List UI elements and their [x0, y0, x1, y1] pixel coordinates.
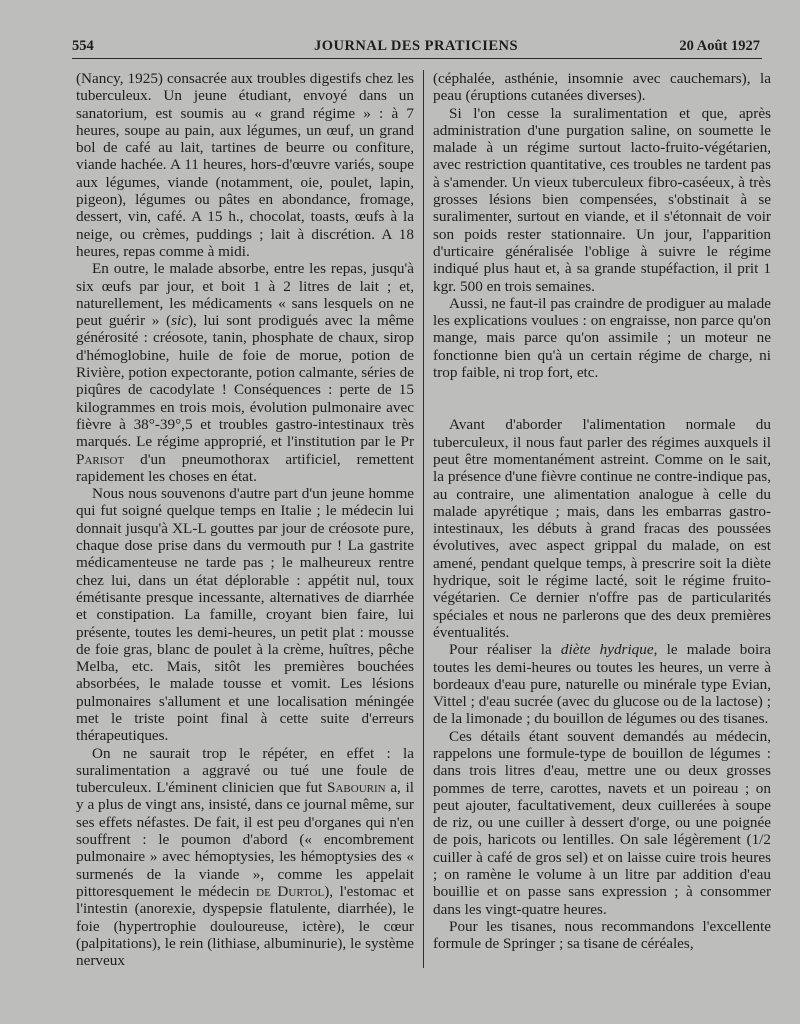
issue-date: 20 Août 1927 [679, 38, 760, 54]
right-paragraph-5 [433, 641, 771, 727]
left-paragraph-4 [76, 745, 414, 970]
left-paragraph-1: (Nancy, 1925) consacrée aux troubles digestifs chez les tuberculeux. Un jeune étudiant, envoyé dans un sanatorium, est soumis au « grand régime » : à 7 heures, soupe au pain, aux légumes, un œuf, un grand bol de café au lait, tartines de beurre ou confiture, viande hachée. A 11 heures, hors-d'œuvre variés, soupe aux légumes, viande (notamment, oie, poulet, lapin, pigeon), légumes ou pâtes en abondance, fromage, dessert, vin, café. A 15 h., chocolat, toasts, œufs à la neige, ou crèmes, puddings ; lait à discrétion. A 18 heures, repas comme à midi. [76, 70, 414, 260]
left-paragraph-2 [76, 260, 414, 485]
text-run: d'un pneumothorax artificiel, remettent rapidement les choses en état. [76, 450, 414, 485]
text-run: ), lui sont prodigués avec la même générosité : créosote, tanin, phosphate de chaux, sirop d'hémoglobine, huile de foie de morue, potion de Rivière, potion expectorante, potion calmante, séries de piqûres de cacodylate ! Conséquences : perte de 15 kilogrammes en trois mois, évolution pulmonaire avec fièvre à 38°-39°,5 et troubles gastro-intestinaux très marqués. Le régime approprié, et l'institution par le Pr [76, 312, 414, 451]
text-run: , le malade boira toutes les demi-heures ou toutes les heures, un verre à bordeaux d'eau pure, naturelle ou minérale type Evian, Vittel ; d'eau sucrée (avec du glucose ou de la lactose) ; de la limonade ; du bouillon de légumes ou des tisanes. [433, 641, 772, 728]
right-paragraph-1: (céphalée, asthénie, insomnie avec cauchemars), la peau (éruptions cutanées diverses). [433, 70, 771, 105]
page-number: 554 [72, 38, 94, 54]
journal-title: JOURNAL DES PRATICIENS [313, 38, 519, 54]
column-divider [423, 70, 424, 968]
text-run: On ne saurait trop le répéter, en effet : la suralimentation a aggravé ou tué une foule de tuberculeux. L'éminent clinicien que fut [76, 744, 414, 797]
header-rule [72, 58, 762, 59]
text-run: a, il y a plus de vingt ans, insisté, dans ce journal même, sur ses effets néfastes. De fait, il est peu d'organes qui n'en souffrent : le poumon d'abord (« encombrement pulmonaire » avec hémoptysies, les hémoptysies des « surmenés de la viande », comme les appelait pittoresquement le médecin [76, 779, 414, 900]
right-column [433, 70, 771, 953]
right-paragraph-6: Ces détails étant souvent demandés au médecin, rappelons une formule-type de bouillon de légumes : dans trois litres d'eau, mettre une ou deux grosses pommes de terre, carottes, navets et un poireau ; on peut ajouter, facultativement, deux cuillerées à soupe de riz, ou une cuiller à dessert d'orge, ou une poignée de pois, haricots ou lentilles. On sale légèrement (1/2 cuiller à café de gros sel) et on laisse cuire trois heures ; on ramène le volume à un litre par addition d'eau bouillie et on passe sans expression ; à consommer dans les vingt-quatre heures. [433, 727, 771, 918]
author-name: Sabourin [327, 779, 386, 797]
text-run: En outre, le malade absorbe, entre les repas, jusqu'à six œufs par jour, et boit 1 à 2 litres de lait ; et, naturellement, les médicaments « sans lesquels on ne peut guérir » ( [76, 260, 414, 330]
author-name: de Durtol [256, 882, 325, 900]
emphasis: diète hydrique [560, 641, 654, 659]
right-paragraph-3: Aussi, ne faut-il pas craindre de prodiguer au malade les explications voulues : on engraisse, non parce qu'on mange, mais parce qu'on assimile ; un moteur ne fonctionne bien qu'à un certain régime de charge, ni trop faible, ni trop fort, etc. [433, 294, 771, 382]
text-run: Pour réaliser la [449, 641, 561, 659]
sic-note: sic [171, 312, 188, 330]
text-run: ), l'estomac et l'intestin (anorexie, dyspepsie flatulente, diarrhée), le foie (hypertrophie douloureuse, ictère), le cœur (palpitations), le rein (lithiase, albuminurie), le système nerveux [76, 882, 414, 970]
left-column [76, 70, 414, 969]
left-paragraph-3: Nous nous souvenons d'autre part d'un jeune homme qui fut soigné quelque temps en Italie ; le médecin lui donnait jusqu'à XL-L gouttes par jour de créosote pure, chaque dose prise dans du vermouth pur ! La gastrite médicamenteuse ne tarde pas ; le malheureux rentre chez lui, dans un état déplorable : appétit nul, toux émétisante presque incessante, alternatives de diarrhée et constipation. La famille, croyant bien faire, lui présente, toutes les demi-heures, un petit plat : mousse de foie gras, blanc de poulet à la crème, huîtres, pêche Melba, etc. Mais, sitôt les premières bouchées absorbées, le malade tousse et vomit. Les lésions pulmonaires s'allument et une localisation méningée met le triste point final à cette suite d'erreurs thérapeutiques. [76, 485, 414, 745]
right-paragraph-4: Avant d'aborder l'alimentation normale du tuberculeux, il nous faut parler des régimes auxquels il peut être momentanément astreint. Comme on le sait, la présence d'une fièvre continue ne contre-indique pas, au contraire, une alimentation analogue à celle du malade apyrétique ; mais, dans les embarras gastro-intestinaux, les débuts à grand fracas des poussées évolutives, avec aspect grippal du malade, on est amené, pendant quelque temps, à prescrire soit la diète hydrique, soit le régime lacté, soit le régime fruito-végétarien. Ce dernier n'offre pas de particularités spéciales et nous ne parlerons que des deux premières éventualités. [433, 416, 771, 641]
right-paragraph-2: Si l'on cesse la suralimentation et que, après administration d'une purgation saline, on soumette le malade à un régime surtout lacto-fruito-végétarien, avec restriction quantitative, ces troubles ne tardent pas à s'amender. Un vieux tuberculeux fibro-caséeux, à très grosses lésions bien compensées, s'obstinait à se suralimenter, surtout en viande, et il s'étonnait de voir son poids rester stationnaire. Un jour, l'apparition d'urticaire généralisée l'oblige à suivre le régime indiqué plus haut et, à sa grande stupéfaction, il prit 1 kgr. 500 en trois semaines. [433, 104, 771, 295]
right-paragraph-7: Pour les tisanes, nous recommandons l'excellente formule de Springer ; sa tisane de céréales, [433, 917, 771, 953]
author-name: Parisot [76, 450, 125, 468]
page-header [72, 34, 760, 58]
